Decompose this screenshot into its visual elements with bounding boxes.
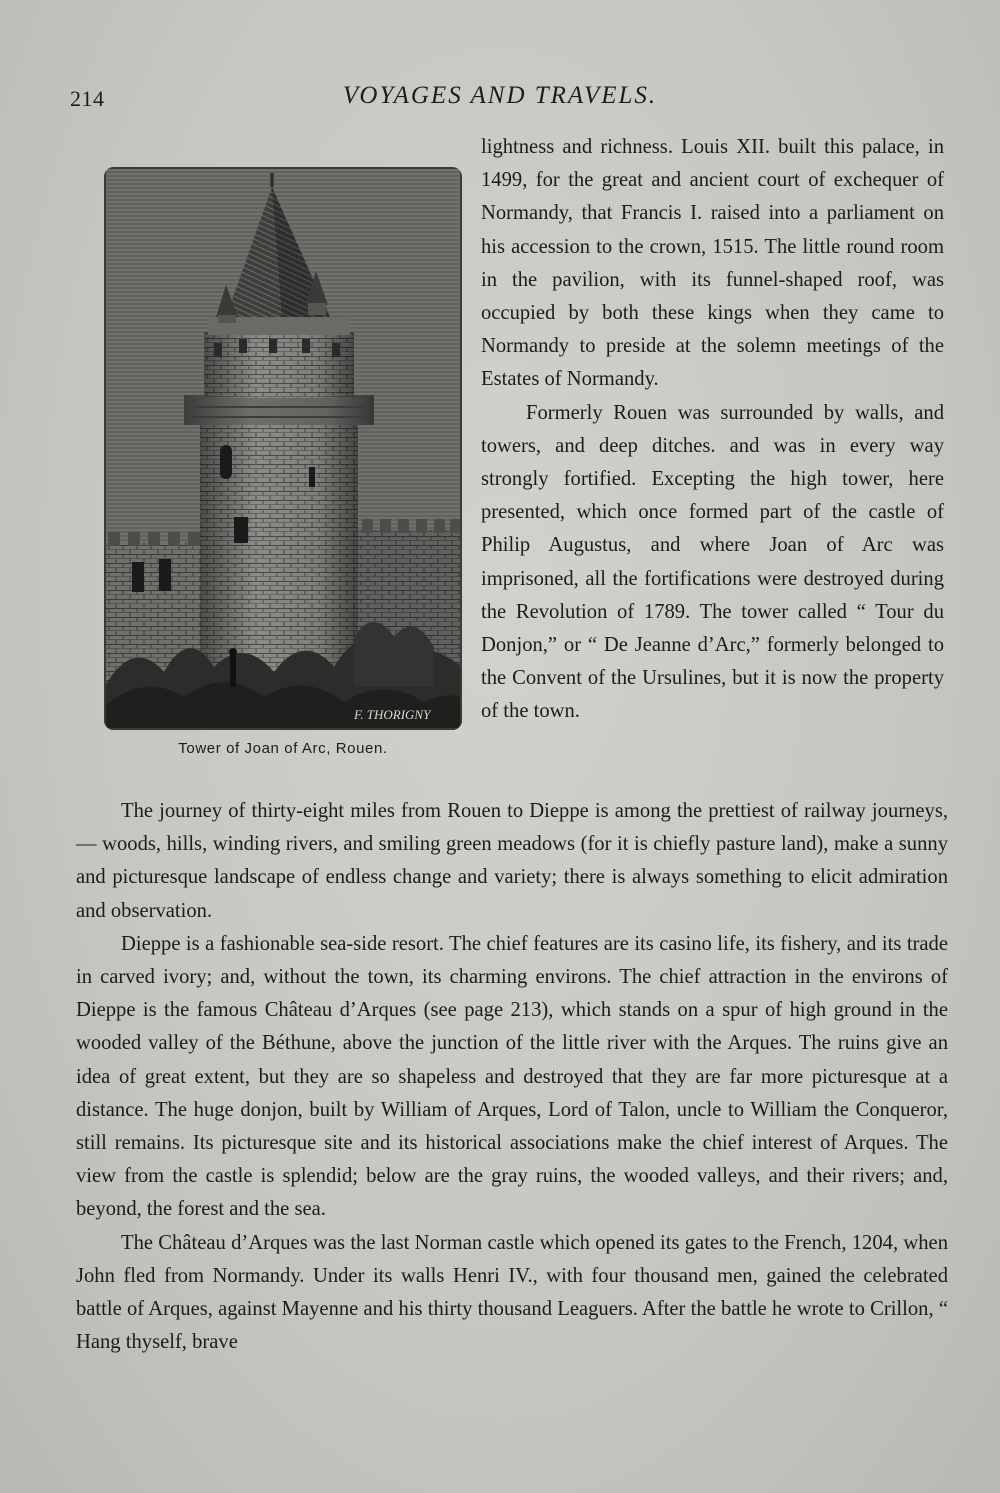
- paragraph-1: lightness and richness. Louis XII. built this palace, in 1499, for the great and ancient court of exchequer of Normandy, that Francis I. raised into a parliament on his accession to the crown, 1515. The little round room in the pavilion, with its funnel-shaped roof, was occupied by both these kings when they came to Normandy to preside at the solemn meetings of the Estates of Normandy.: [481, 136, 944, 391]
- full-width-text: [76, 795, 948, 1359]
- paragraph-3: The journey of thirty-eight miles from Rouen to Dieppe is among the prettiest of railway journeys, — woods, hills, winding rivers, and smiling green meadows (for it is chiefly pasture land), make a sunny and picturesque landscape of endless change and variety; there is always something to elicit admiration and observation.: [76, 800, 948, 922]
- page-number: 214: [70, 86, 105, 111]
- right-column-text: [481, 131, 944, 729]
- artist-signature: F. THORIGNY: [354, 707, 431, 722]
- paragraph-4: Dieppe is a fashionable sea-side resort. The chief features are its casino life, its fishery, and its trade in carved ivory; and, without the town, its charming environs. The chief attraction in the environs of Dieppe is the famous Château d’Arques (see page 213), which stands on a spur of high ground in the wooded valley of the Béthune, above the junction of the little river with the Arques. The ruins give an idea of great extent, but they are so shapeless and destroyed that they are far more picturesque at a distance. The huge donjon, built by William of Arques, Lord of Talon, uncle to William the Conqueror, still remains. Its picturesque site and its historical associations make the chief interest of Arques. The view from the castle is splendid; below are the gray ruins, the wooded valleys, and their rivers; and, beyond, the forest and the sea.: [76, 932, 948, 1221]
- paragraph-5: The Château d’Arques was the last Norman castle which opened its gates to the French, 1204, when John fled from Normandy. Under its walls Henri IV., with four thousand men, gained the celebrated battle of Arques, against Mayenne and his thirty thousand Leaguers. After the battle he wrote to Crillon, “ Hang thyself, brave: [76, 1231, 948, 1354]
- running-title: VOYAGES AND TRAVELS.: [342, 82, 658, 109]
- figure-caption: Tower of Joan of Arc, Rouen.: [178, 740, 388, 757]
- tower-illustration: [104, 167, 462, 730]
- paragraph-2: Formerly Rouen was surrounded by walls, and towers, and deep ditches. and was in every way strongly fortified. Excepting the high tower, here presented, which once formed part of the castle of Philip Augustus, and where Joan of Arc was imprisoned, all the fortifications were destroyed during the Revolution of 1789. The tower called “ Tour du Donjon,” or “ De Jeanne d’Arc,” formerly belonged to the Convent of the Ursulines, but it is now the property of the town.: [481, 401, 944, 723]
- tower-engraving-image: [104, 167, 462, 730]
